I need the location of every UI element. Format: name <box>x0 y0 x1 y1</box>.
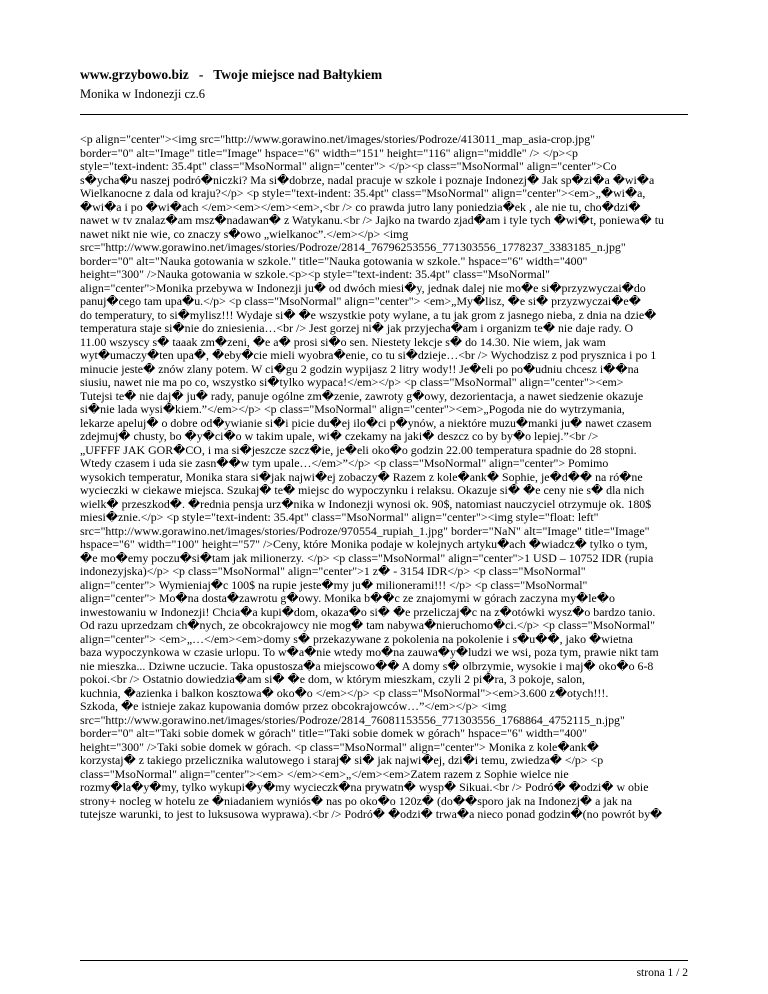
header-divider <box>80 114 688 115</box>
body-line: �e mo�emy poczu�si�tam jak milionerzy. </p> <p class="MsoNormal" align="center">1 USD – 10752 IDR (rupia <box>80 551 654 565</box>
body-line: class="MsoNormal" align="center"><em> </em><em>„</em><em>Zatem razem z Sophie wielce nie <box>80 767 569 781</box>
body-line: s�ycha�u naszej podró�niczki? Ma si�dobrze, nadal pracuje w szkole i poznaje Indonezj� Jak sp�zi�a �wi�a <box>80 173 655 187</box>
body-line: wysokich temperatur, Monika stara si�jak najwi�ej zobaczy� Razem z kole�ank� Sophie, je�d�� na ró�ne <box>80 470 643 484</box>
body-line: rozmy�la�y�my, tylko wykupi�y�my wycieczk�na prywatn� wysp� Sikuai.<br /> Podró� �odzi� w obie <box>80 781 649 794</box>
body-line: Wielkanocne z dala od kraju?</p> <p style="text-indent: 35.4pt" class="MsoNormal" align="center"><em>„�wi�a, <box>80 187 646 200</box>
body-line: korzystaj� z takiego przelicznika walutowego i staraj� si� jak najwi�ej, dzi�i temu, zwiedza� </p> <p <box>80 754 604 767</box>
footer-divider <box>80 960 688 961</box>
body-line: strony+ nocleg w hotelu ze �niadaniem wyniós� nas po oko�o 120z� (do��sporo jak na Indonezj� a jak na <box>80 794 633 808</box>
body-line: align="center"> Mo�na dosta�zawrotu g�owy. Monika b��c ze znajomymi w górach zaczyna my�le�o <box>80 592 615 605</box>
body-line: border="0" alt="Nauka gotowania w szkole." title="Nauka gotowania w szkole." hspace="6" width="400" <box>80 254 588 268</box>
body-line: siusiu, nawet nie ma po co, wszystko si�tylko wypaca!</em></p> <p class="MsoNormal" align="center"><em> <box>80 376 624 389</box>
body-line: border="0" alt="Taki sobie domek w górach" title="Taki sobie domek w górach" hspace="6" width="400" <box>80 727 588 740</box>
body-line: inwestowaniu w Indonezji! Chcia�a kupi�dom, okaza�o si� �e przeliczaj�c na z�otówki wysz�o bardzo tanio. <box>80 605 656 619</box>
body-line: src="http://www.gorawino.net/images/stories/Podroze/970554_rupiah_1.jpg" border="NaN" alt="Image" title="Image" <box>80 524 650 538</box>
body-line: nawet nikt nie wie, co znaczy s�owo „wielkanoc”.</em></p> <img <box>80 227 409 241</box>
body-line: nawet w tv znalaz�am msz�nadawan� z Watykanu.<br /> Jajko na twardo zjad�am i tyle tych �wi�t, poniewa� tu <box>80 214 664 227</box>
body-line: 11.00 wszyscy s� taaak zm�zeni, �e a� prosi si�o sen. Niestety lekcje s� do 14.30. Nie wiem, jak wam <box>80 335 606 349</box>
body-line: align="center">Monika przebywa w Indonezji ju� od dwóch miesi�y, jednak dalej nie mo�e si�przyzwyczai�do <box>80 281 646 295</box>
body-line: align="center"> <em>„…</em><em>domy s� przekazywane z pokolenia na pokolenie i s�u��, jako �wietna <box>80 632 633 646</box>
body-line: Tutejsi te� nie daj� ju� rady, panuje ogólne zm�zenie, zawroty g�owy, dezorientacja, a nawet siedzenie okazuje <box>80 389 644 403</box>
body-line: indonezyjska)</p> <p class="MsoNormal" align="center">1 z� - 3154 IDR</p> <p class="MsoNormal" <box>80 565 586 578</box>
title-separator: - <box>198 67 204 82</box>
body-line: wielk� przeszkod�. �rednia pensja urz�nika w Indonezji wynosi ok. 90$, natomiast nauczyciel otrzymuje ok. 180$ <box>80 497 652 511</box>
body-line: baza wypoczynkowa w czasie urlopu. To w�a�nie wtedy mo�na zauwa�y�ludzi we wsi, poza tym, prawie nikt tam <box>80 646 659 659</box>
page-header <box>80 66 690 103</box>
body-line: si�nie lada wysi�kiem.”</em></p> <p class="MsoNormal" align="center"><em>„Pogoda nie do wytrzymania, <box>80 403 625 416</box>
body-line: src="http://www.gorawino.net/images/stories/Podroze/2814_76081153556_771303556_1768864_4752115_n.jpg" <box>80 713 625 727</box>
body-line: „UFFFF JAK GOR�CO, i ma si�jeszcze szcz�ie, je�eli oko�o godzin 22.00 temperatura spadnie do 28 stopni. <box>80 443 637 457</box>
body-line: panuj�cego tam upa�u.</p> <p class="MsoNormal" align="center"> <em>„My�lisz, �e si� przyzwyczai�e� <box>80 295 641 308</box>
body-line: minucie jeste� znów zlany potem. W ci�gu 2 godzin wypijasz 2 litry wody!! Je�eli po po�udniu chcesz i��na <box>80 362 639 376</box>
body-line: height="300" />Taki sobie domek w górach. <p class="MsoNormal" align="center"> Monika z kole�ank� <box>80 740 599 754</box>
body-line: hspace="6" width="100" height="57" />Ceny, które Monika podaje w kolejnych artyku�ach �wiadcz� tylko o tym, <box>80 538 648 551</box>
body-line: nie mieszka... Dziwne uczucie. Taka opustosza�a miejscowo�� A domy s� olbrzymie, wysokie i maj� oko�o 6-8 <box>80 659 654 673</box>
body-line: border="0" alt="Image" title="Image" hspace="6" width="151" height="116" align="middle" /> </p><p <box>80 146 578 160</box>
body-line: wyt�umaczy�ten upa�, �eby�cie mieli wyobra�enie, co tu si�dzieje…<br /> Wychodzisz z pod prysznica i po 1 <box>80 349 657 362</box>
body-line: zdejmuj� chusty, bo �y�ci�o w takim upale, wi� czekamy na jaki� deszcz co by by�o lepiej.”<br /> <box>80 430 599 443</box>
body-line: align="center"> Wymieniaj�c 100$ na rupie jeste�my ju� milionerami!!! </p> <p class="MsoNormal" <box>80 578 588 592</box>
body-line: Szkoda, �e istnieje zakaz kupowania domów przez obcokrajowców…”</em></p> <img <box>80 700 507 713</box>
body-line: wycieczki w ciekawe miejsca. Szukaj� te� miejsc do wypoczynku i relaksu. Okazuje si� �e ceny nie s� dla nich <box>80 484 645 497</box>
body-line: lekarze apeluj� o dobre od�ywianie si�i picie du�ej ilo�ci p�ynów, a niektóre muzu�manki ju� nawet czasem <box>80 416 652 430</box>
article-body <box>80 133 688 822</box>
site-url[interactable]: www.grzybowo.biz <box>80 67 189 82</box>
body-line: kuchnia, �azienka i balkon kosztowa� oko�o </em></p> <p class="MsoNormal"><em>3.600 z�otych!!!. <box>80 686 609 700</box>
body-line: Wtedy czasem i uda sie zasn��w tym upale…</em>”</p> <p class="MsoNormal" align="center"> Pomimo <box>80 457 609 470</box>
site-tagline: Twoje miejsce nad Bałtykiem <box>213 67 383 82</box>
article-subtitle: Monika w Indonezji cz.6 <box>80 87 205 101</box>
body-line: pokoi.<br /> Ostatnio dowiedzia�am si� �e dom, w którym mieszkam, czyli 2 pi�ra, 3 pokoje, salon, <box>80 673 586 686</box>
body-line: src="http://www.gorawino.net/images/stories/Podroze/2814_76796253556_771303556_1778237_3383185_n.jpg" <box>80 241 626 254</box>
body-line: tutejsze warunki, to jest to luksusowa wyprawa).<br /> Podró� �odzi� trwa�a nieco ponad godzin�(no powrót by� <box>80 808 663 821</box>
page-number: strona 1 / 2 <box>636 967 688 979</box>
body-line: do temperatury, to si�mylisz!!! Wydaje si� �e wszystkie poty wylane, a tu jak grom z jasnego nieba, z dnia na dzie� <box>80 308 657 322</box>
body-line: <p align="center"><img src="http://www.gorawino.net/images/stories/Podroze/413011_map_asia-crop.jpg" <box>80 133 596 146</box>
body-line: temperatura staje si�nie do zniesienia…<br /> Jest gorzej ni� jak przyjecha�am i organizm te� nie daje rady. O <box>80 322 634 335</box>
body-line: height="300" />Nauka gotowania w szkole.<p><p style="text-indent: 35.4pt" class="MsoNormal" <box>80 268 551 281</box>
body-line: style="text-indent: 35.4pt" class="MsoNormal" align="center"> </p><p class="MsoNormal" align="center">Co <box>80 160 617 173</box>
body-line: miesi�znie.</p> <p style="text-indent: 35.4pt" class="MsoNormal" align="center"><img style="float: left" <box>80 511 599 524</box>
body-line: Od razu uprzedzam ch�nych, ze obcokrajowcy nie mog� tam nabywa�nieruchomo�ci.</p> <p class="MsoNormal" <box>80 619 655 632</box>
body-line: �wi�a i po �wi�ach </em><em></em><em>,<br /> co prawda jutro lany poniedzia�ek , ale nie tu, cho�dzi� <box>80 200 641 214</box>
site-title-line <box>80 66 690 83</box>
